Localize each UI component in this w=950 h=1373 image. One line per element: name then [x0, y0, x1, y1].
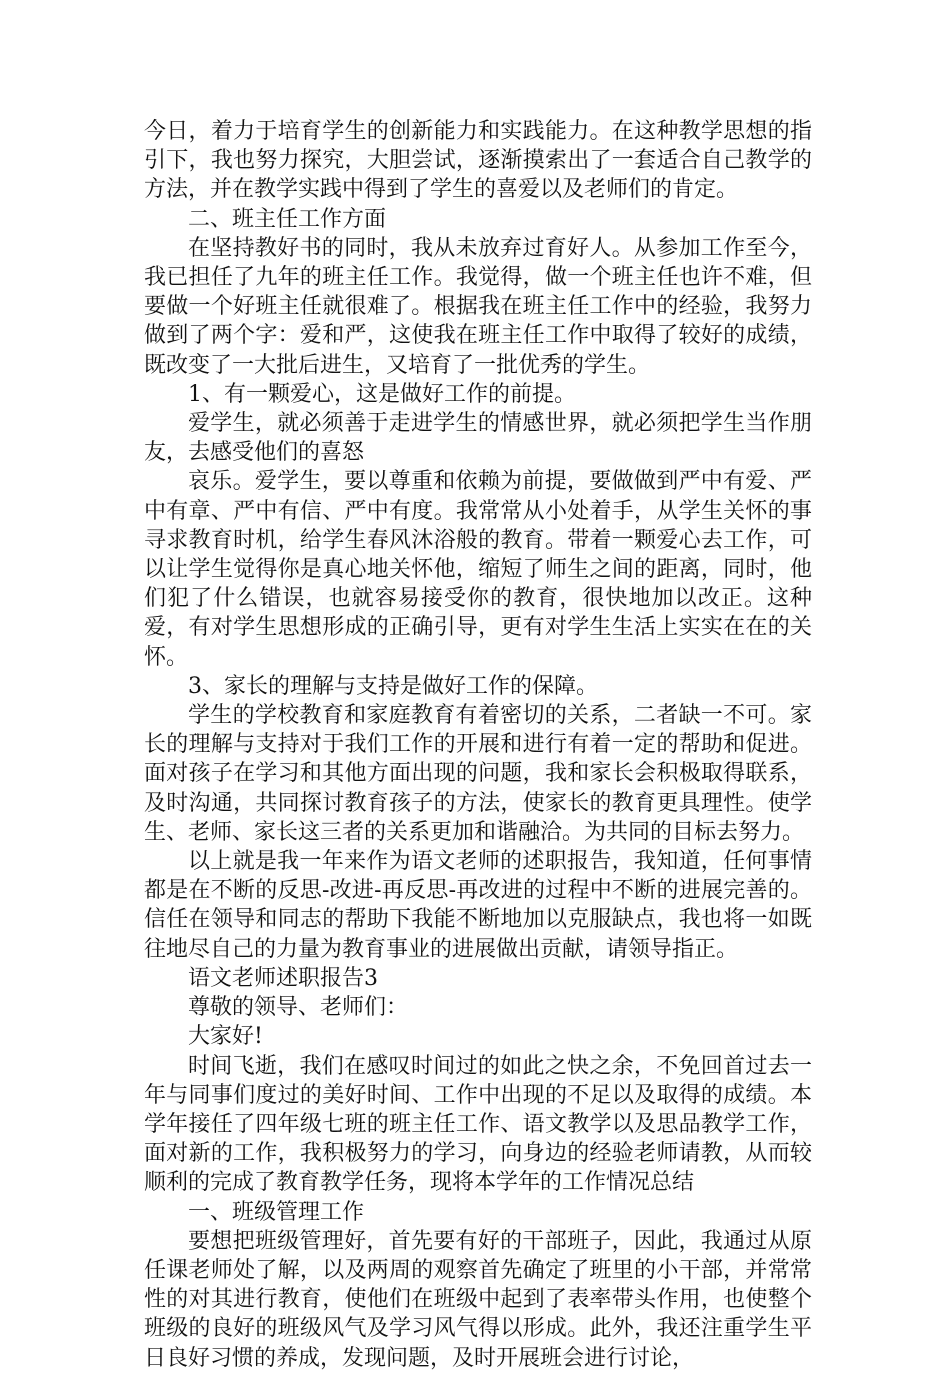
- paragraph: 以上就是我一年来作为语文老师的述职报告，我知道，任何事情都是在不断的反思-改进-再反思-再改进的过程中不断的进展完善的。信任在领导和同志的帮助下我能不断地加以克服缺点，我也将一如既往地尽自己的力量为教育事业的进展做出贡献，请领导指正。: [144, 849, 812, 962]
- paragraph: 在坚持教好书的同时，我从未放弃过育好人。从参加工作至今，我已担任了九年的班主任工作。我觉得，做一个班主任也许不难，但要做一个好班主任就很难了。根据我在班主任工作中的经验，我努力做到了两个字：爱和严，这使我在班主任工作中取得了较好的成绩，既改变了一大批后进生，又培育了一批优秀的学生。: [144, 235, 812, 378]
- salutation: 尊敬的领导、老师们：: [188, 995, 409, 1021]
- paragraph: 今日，着力于培育学生的创新能力和实践能力。在这种教学思想的指引下，我也努力探究，大胆尝试，逐渐摸索出了一套适合自己教学的方法，并在教学实践中得到了学生的喜爱以及老师们的肯定。: [144, 119, 812, 203]
- paragraph: 时间飞逝，我们在感叹时间过的如此之快之余，不免回首过去一年与同事们度过的美好时间、工作中出现的不足以及取得的成绩。本学年接任了四年级七班的班主任工作、语文教学以及思品教学工作，面对新的工作，我积极努力的学习，向身边的经验老师请教，从而较顺利的完成了教育教学任务，现将本学年的工作情况总结: [144, 1053, 812, 1196]
- paragraph: 哀乐。爱学生，要以尊重和依赖为前提，要做做到严中有爱、严中有章、严中有信、严中有度。我常常从小处着手，从学生关怀的事寻求教育时机，给学生春风沐浴般的教育。带着一颗爱心去工作，可以让学生觉得你是真心地关怀他，缩短了师生之间的距离，同时，他们犯了什么错误，也就容易接受你的教育，很快地加以改正。这种爱，有对学生思想形成的正确引导，更有对学生生活上实实在在的关怀。: [144, 469, 812, 670]
- section-heading: 一、班级管理工作: [188, 1199, 365, 1225]
- subsection-heading: 1、有一颗爱心，这是做好工作的前提。: [188, 381, 576, 407]
- section-heading: 二、班主任工作方面: [188, 206, 387, 232]
- paragraph: 学生的学校教育和家庭教育有着密切的关系，二者缺一不可。家长的理解与支持对于我们工作的开展和进行有着一定的帮助和促进。面对孩子在学习和其他方面出现的问题，我和家长会积极取得联系，及时沟通，共同探讨教育孩子的方法，使家长的教育更具理性。使学生、老师、家长这三者的关系更加和谐融洽。为共同的目标去努力。: [144, 703, 812, 845]
- greeting: 大家好!: [188, 1024, 263, 1050]
- subsection-heading: 3、家长的理解与支持是做好工作的保障。: [188, 673, 598, 699]
- report-title: 语文老师述职报告3: [188, 965, 378, 991]
- document-body: [144, 117, 812, 1373]
- paragraph: 要想把班级管理好，首先要有好的干部班子，因此，我通过从原任课老师处了解，以及两周的观察首先确定了班里的小干部，并常常性的对其进行教育，使他们在班级中起到了表率带头作用，也使整个班级的良好的班级风气及学习风气得以形成。此外，我还注重学生平日良好习惯的养成，发现问题，及时开展班会进行讨论，: [144, 1228, 812, 1371]
- paragraph: 爱学生，就必须善于走进学生的情感世界，就必须把学生当作朋友，去感受他们的喜怒: [144, 411, 812, 466]
